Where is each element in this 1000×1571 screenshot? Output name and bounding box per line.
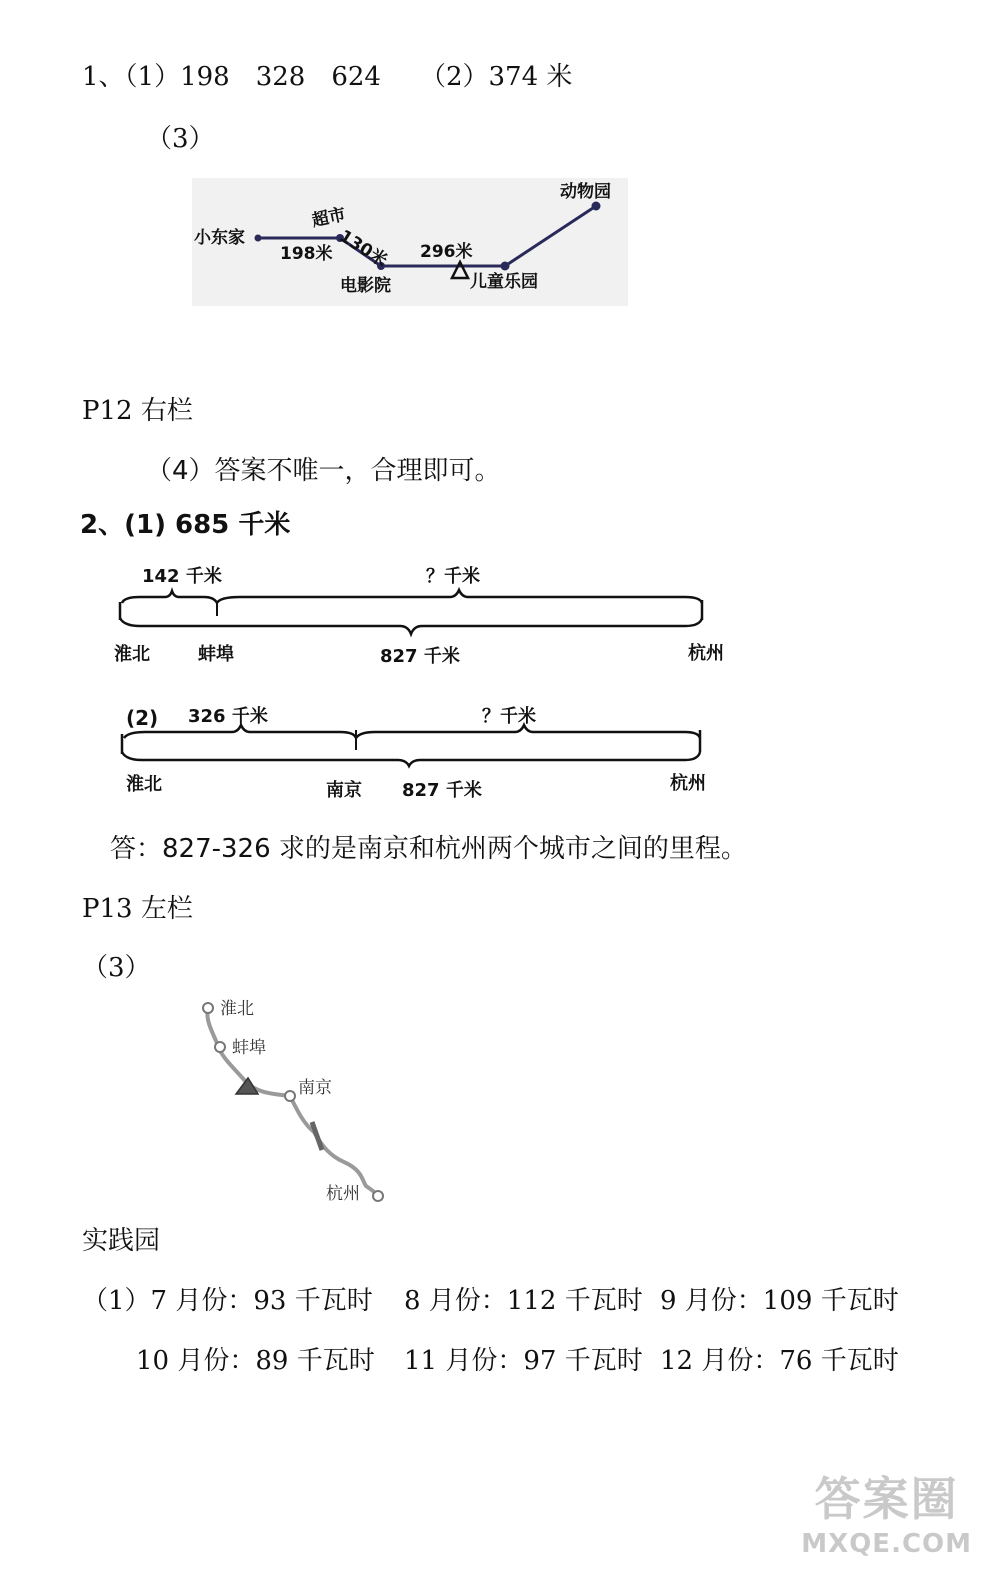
practice-row1-cell3: 9 月份：109 千瓦时: [660, 1286, 899, 1316]
d1-total: 827 千米: [380, 646, 460, 667]
d2-total: 827 千米: [402, 780, 482, 801]
p12-part4: （4）答案不唯一，合理即可。: [146, 456, 501, 486]
p13-location-triangle: [236, 1078, 258, 1094]
map-label-d3: 296米: [420, 242, 473, 262]
d2-city-a: 淮北: [126, 774, 162, 795]
map-label-zoo: 动物园: [560, 182, 611, 202]
d2-label: (2): [126, 706, 159, 730]
d1-city-a: 淮北: [114, 644, 150, 665]
watermark-logo: 答案圈: [814, 1472, 959, 1526]
p13-city-2: 蚌埠: [232, 1038, 266, 1058]
q2-line1: 2、(1) 685 千米: [80, 510, 291, 540]
d1-top-right: ？千米: [426, 566, 480, 587]
p13-city-1: 淮北: [220, 999, 254, 1019]
map-label-home: 小东家: [194, 228, 245, 248]
practice-row2-cell1: 10 月份：89 千瓦时: [136, 1346, 375, 1376]
map-label-cinema: 电影院: [340, 276, 391, 296]
watermark: [801, 1463, 972, 1559]
practice-row2-cell2: 11 月份：97 千瓦时: [404, 1346, 643, 1376]
p13-city-4: 杭州: [326, 1184, 360, 1204]
p13-part3-label: （3）: [82, 953, 151, 983]
map-label-park: 儿童乐园: [470, 272, 538, 292]
q1-line1: 1、（1）198 328 624 （2）374 米: [82, 62, 573, 92]
p13-city-3: 南京: [298, 1078, 332, 1098]
d2-city-c: 杭州: [670, 773, 706, 794]
practice-row2-cell3: 12 月份：76 千瓦时: [660, 1346, 899, 1376]
practice-row1-cell1: （1）7 月份：93 千瓦时: [82, 1286, 373, 1316]
d2-city-b: 南京: [326, 780, 362, 801]
practice-row1-cell2: 8 月份：112 千瓦时: [404, 1286, 643, 1316]
d2-top-right: ？千米: [482, 706, 536, 727]
p13-header: P13 左栏: [82, 894, 193, 924]
map-label-d1: 198米: [280, 244, 333, 264]
d1-city-b: 蚌埠: [198, 644, 234, 665]
watermark-site: MXQE.COM: [801, 1529, 972, 1559]
d1-city-c: 杭州: [688, 643, 724, 664]
map-label-supermarket: 超市: [310, 204, 348, 232]
q2-answer: 答：827-326 求的是南京和杭州两个城市之间的里程。: [110, 834, 747, 864]
p12-header: P12 右栏: [82, 396, 193, 426]
map-label-d2: 130米: [335, 226, 391, 272]
practice-title: 实践园: [82, 1226, 161, 1256]
d2-top-left: 326 千米: [188, 706, 268, 727]
q1-part3-label: （3）: [146, 124, 215, 154]
d1-top-left: 142 千米: [142, 566, 222, 587]
